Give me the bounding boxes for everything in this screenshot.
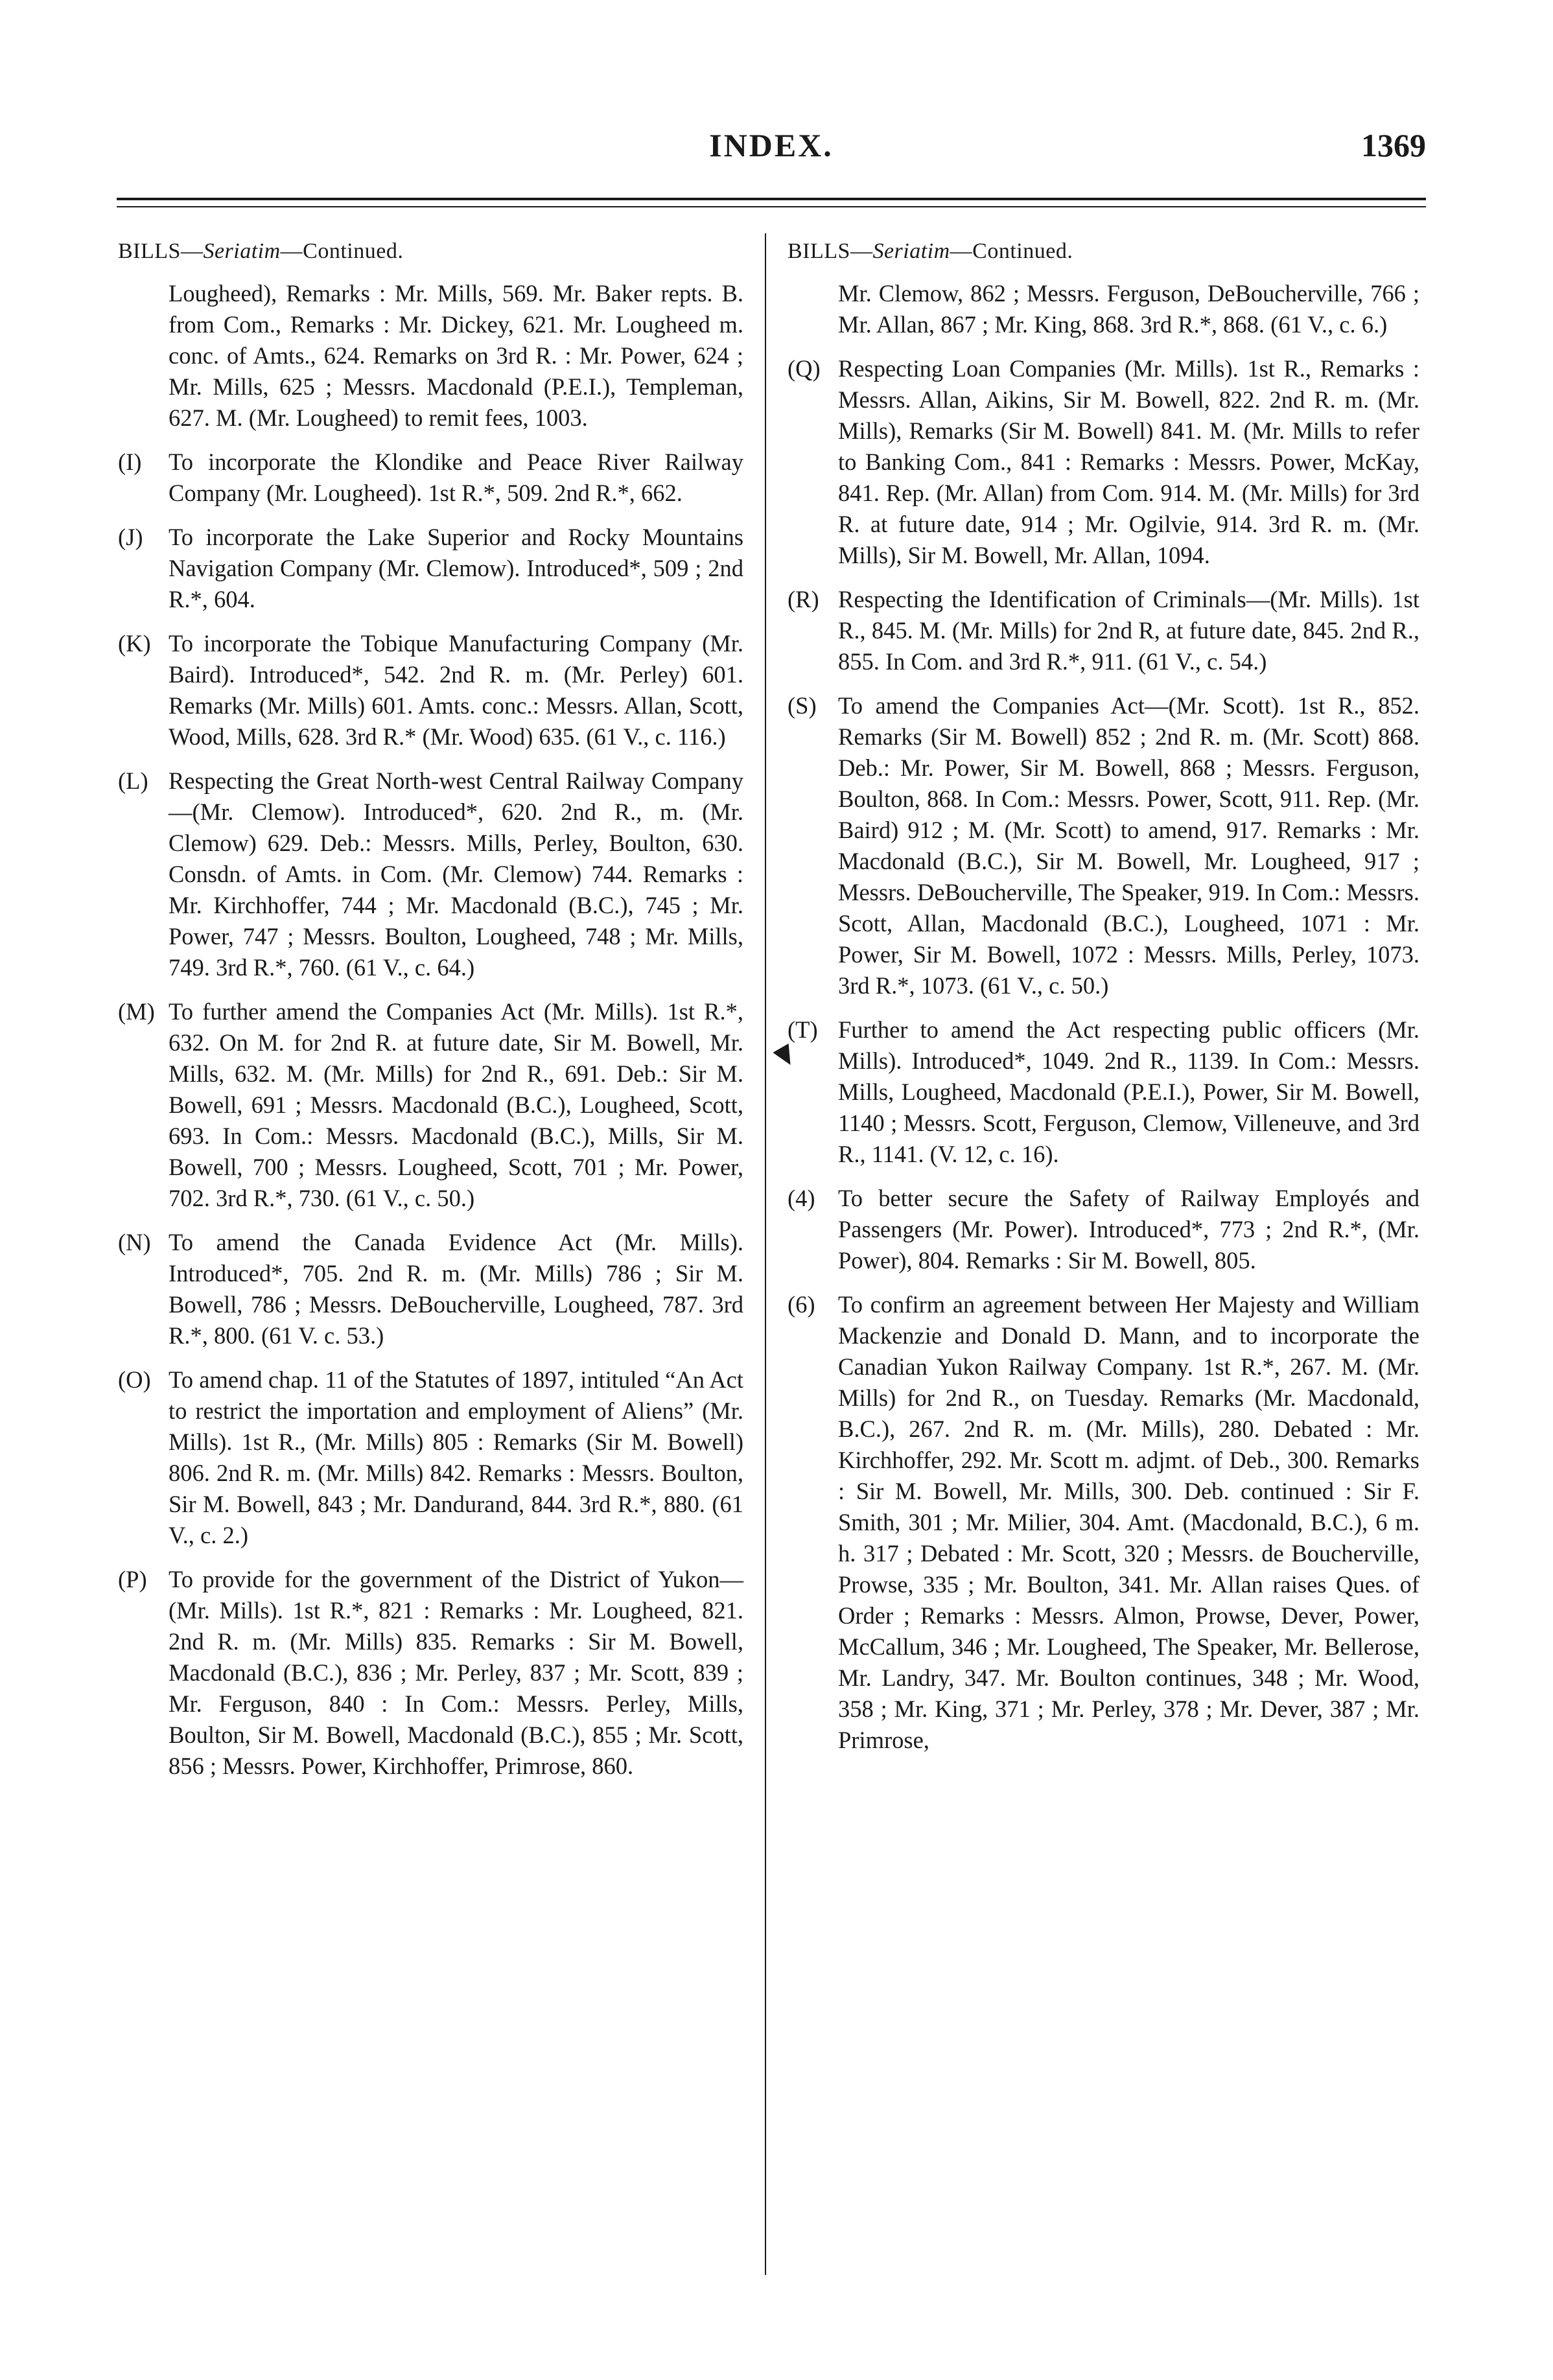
column-divider <box>765 233 766 2275</box>
index-entry <box>118 765 743 983</box>
entry-label: (Q) <box>788 355 821 382</box>
entry-text: To amend chap. 11 of the Statutes of 1897, intituled “An Act to restrict the importation and employment of Aliens” (Mr. Mills). 1st R., (Mr. Mills) 805 : Remarks (Sir M. Bowell) 806. 2nd R. m. (Mr. Mills) 842. Remarks : Messrs. Boulton, Sir M. Bowell, 843 ; Mr. Dandurand, 844. 3rd R.*, 880. (61 V., c. 2.) <box>169 1366 743 1548</box>
entry-label: (6) <box>788 1291 815 1318</box>
header-rule-thick <box>117 198 1426 200</box>
entry-text: To incorporate the Tobique Manufacturing Company (Mr. Baird). Introduced*, 542. 2nd R. m. (Mr. Perley) 601. Remarks (Mr. Mills) 601. Amts. conc.: Messrs. Allan, Scott, Wood, Mills, 628. 3rd R.* (Mr. Wood) 635. (61 V., c. 116.) <box>169 630 743 750</box>
entry-text: Lougheed), Remarks : Mr. Mills, 569. Mr. Baker repts. B. from Com., Remarks : Mr. Dickey, 621. Mr. Lougheed m. conc. of Amts., 624. Remarks on 3rd R. : Mr. Power, 624 ; Mr. Mills, 625 ; Messrs. Macdonald (P.E.I.), Templeman, 627. M. (Mr. Lougheed) to remit fees, 1003. <box>169 280 743 431</box>
entry-label: (L) <box>118 767 148 794</box>
entry-label: (M) <box>118 998 155 1025</box>
left-column-heading <box>118 237 743 266</box>
index-entry <box>788 1289 1419 1756</box>
entry-label: (K) <box>118 630 151 657</box>
entry-text: To confirm an agreement between Her Majesty and William Mackenzie and Donald D. Mann, and to incorporate the Canadian Yukon Railway Company. 1st R.*, 267. M. (Mr. Mills) for 2nd R., on Tuesday. Remarks (Mr. Macdonald, B.C.), 267. 2nd R. m. (Mr. Mills), 280. Debated : Mr. Kirchhoffer, 292. Mr. Scott m. adjmt. of Deb., 300. Remarks : Sir M. Bowell, Mr. Mills, 300. Deb. continued : Sir F. Smith, 301 ; Mr. Milier, 304. Amt. (Macdonald, B.C.), 6 m. h. 317 ; Debated : Mr. Scott, 320 ; Messrs. de Boucherville, Prowse, 335 ; Mr. Boulton, 341. Mr. Allan raises Ques. of Order ; Remarks : Messrs. Almon, Prowse, Dever, Power, McCallum, 346 ; Mr. Lougheed, The Speaker, Mr. Bellerose, Mr. Landry, 347. Mr. Boulton continues, 348 ; Mr. Wood, 358 ; Mr. King, 371 ; Mr. Perley, 378 ; Mr. Dever, 387 ; Mr. Primrose, <box>838 1291 1419 1753</box>
entry-text: To provide for the government of the District of Yukon—(Mr. Mills). 1st R.*, 821 : Remarks : Mr. Lougheed, 821. 2nd R. m. (Mr. Mills) 835. Remarks : Sir M. Bowell, Macdonald (B.C.), 836 ; Mr. Perley, 837 ; Mr. Scott, 839 ; Mr. Ferguson, 840 : In Com.: Messrs. Perley, Mills, Boulton, Sir M. Bowell, Macdonald (B.C.), 855 ; Mr. Scott, 856 ; Messrs. Power, Kirchhoffer, Primrose, 860. <box>169 1566 743 1779</box>
index-entry <box>788 353 1419 571</box>
right-column-heading <box>788 237 1419 266</box>
entry-text: Respecting the Identification of Criminals—(Mr. Mills). 1st R., 845. M. (Mr. Mills) for 2nd R, at future date, 845. 2nd R., 855. In Com. and 3rd R.*, 911. (61 V., c. 54.) <box>838 586 1419 675</box>
page-title: INDEX. <box>709 127 834 163</box>
left-column <box>118 237 743 1795</box>
page-number: 1369 <box>1361 127 1426 163</box>
heading-tail: —Continued. <box>950 239 1073 263</box>
entry-text: To incorporate the Lake Superior and Rocky Mountains Navigation Company (Mr. Clemow). Introduced*, 509 ; 2nd R.*, 604. <box>169 524 743 612</box>
index-entry <box>118 628 743 752</box>
index-entry <box>118 447 743 509</box>
entry-label: (T) <box>788 1016 818 1043</box>
index-entry <box>788 690 1419 1001</box>
index-entry <box>788 584 1419 677</box>
entry-label: (4) <box>788 1185 815 1211</box>
continuation-entry <box>118 278 743 434</box>
entry-text: To further amend the Companies Act (Mr. Mills). 1st R.*, 632. On M. for 2nd R. at future date, Sir M. Bowell, Mr. Mills, 632. M. (Mr. Mills) for 2nd R., 691. Deb.: Sir M. Bowell, 691 ; Messrs. Macdonald (B.C.), Lougheed, Scott, 693. In Com.: Messrs. Macdonald (B.C.), Mills, Sir M. Bowell, 700 ; Messrs. Lougheed, Scott, 701 ; Mr. Power, 702. 3rd R.*, 730. (61 V., c. 50.) <box>169 998 743 1211</box>
index-entry <box>118 1364 743 1551</box>
heading-main: BILLS— <box>788 239 873 263</box>
entry-label: (J) <box>118 524 143 550</box>
entry-text: To incorporate the Klondike and Peace River Railway Company (Mr. Lougheed). 1st R.*, 509. 2nd R.*, 662. <box>169 449 743 506</box>
entry-label: (S) <box>788 692 817 719</box>
entry-label: (P) <box>118 1566 147 1592</box>
entry-text: To amend the Canada Evidence Act (Mr. Mills). Introduced*, 705. 2nd R. m. (Mr. Mills) 786 ; Sir M. Bowell, 786 ; Messrs. DeBoucherville, Lougheed, 787. 3rd R.*, 800. (61 V. c. 53.) <box>169 1229 743 1349</box>
index-entry <box>118 1227 743 1351</box>
index-entry <box>788 1014 1419 1170</box>
index-entry <box>788 1183 1419 1276</box>
entry-text: Mr. Clemow, 862 ; Messrs. Ferguson, DeBoucherville, 766 ; Mr. Allan, 867 ; Mr. King, 868. 3rd R.*, 868. (61 V., c. 6.) <box>838 280 1419 338</box>
heading-italic: Seriatim <box>203 239 281 263</box>
index-entry <box>118 996 743 1214</box>
heading-italic: Seriatim <box>872 239 950 263</box>
entry-text: To better secure the Safety of Railway Employés and Passengers (Mr. Power). Introduced*, 773 ; 2nd R.*, (Mr. Power), 804. Remarks : Sir M. Bowell, 805. <box>838 1185 1419 1274</box>
entry-text: Respecting the Great North-west Central Railway Company—(Mr. Clemow). Introduced*, 620. 2nd R., m. (Mr. Clemow) 629. Deb.: Messrs. Mills, Perley, Boulton, 630. Consdn. of Amts. in Com. (Mr. Clemow) 744. Remarks : Mr. Kirchhoffer, 744 ; Mr. Macdonald (B.C.), 745 ; Mr. Power, 747 ; Messrs. Boulton, Lougheed, 748 ; Mr. Mills, 749. 3rd R.*, 760. (61 V., c. 64.) <box>169 767 743 981</box>
index-entry <box>118 522 743 615</box>
continuation-entry <box>788 278 1419 340</box>
heading-tail: —Continued. <box>280 239 404 263</box>
running-head <box>117 126 1426 172</box>
entry-label: (I) <box>118 449 142 475</box>
index-entry <box>118 1564 743 1782</box>
right-column <box>788 237 1419 1769</box>
entry-text: Further to amend the Act respecting public officers (Mr. Mills). Introduced*, 1049. 2nd R., 1139. In Com.: Messrs. Mills, Lougheed, Macdonald (P.E.I.), Power, Sir M. Bowell, 1140 ; Messrs. Scott, Ferguson, Clemow, Villeneuve, and 3rd R., 1141. (V. 12, c. 16). <box>838 1016 1419 1167</box>
entry-label: (N) <box>118 1229 151 1255</box>
entry-text: Respecting Loan Companies (Mr. Mills). 1st R., Remarks : Messrs. Allan, Aikins, Sir M. Bowell, 822. 2nd R. m. (Mr. Mills), Remarks (Sir M. Bowell) 841. M. (Mr. Mills to refer to Banking Com., 841 : Remarks : Messrs. Power, McKay, 841. Rep. (Mr. Allan) from Com. 914. M. (Mr. Mills) for 3rd R. at future date, 914 ; Mr. Ogilvie, 914. 3rd R. m. (Mr. Mills), Sir M. Bowell, Mr. Allan, 1094. <box>838 355 1419 568</box>
header-rule-thin <box>117 206 1426 207</box>
entry-label: (O) <box>118 1366 151 1393</box>
entry-label: (R) <box>788 586 819 612</box>
entry-text: To amend the Companies Act—(Mr. Scott). 1st R., 852. Remarks (Sir M. Bowell) 852 ; 2nd R. m. (Mr. Scott) 868. Deb.: Mr. Power, Sir M. Bowell, 868 ; Messrs. Ferguson, Boulton, 868. In Com.: Messrs. Power, Scott, 911. Rep. (Mr. Baird) 912 ; M. (Mr. Scott) to amend, 917. Remarks : Mr. Macdonald (B.C.), Sir M. Bowell, Mr. Lougheed, 917 ; Messrs. DeBoucherville, The Speaker, 919. In Com.: Messrs. Scott, Allan, Macdonald (B.C.), Lougheed, 1071 : Mr. Power, Sir M. Bowell, 1072 : Messrs. Mills, Perley, 1073. 3rd R.*, 1073. (61 V., c. 50.) <box>838 692 1419 999</box>
heading-main: BILLS— <box>118 239 204 263</box>
